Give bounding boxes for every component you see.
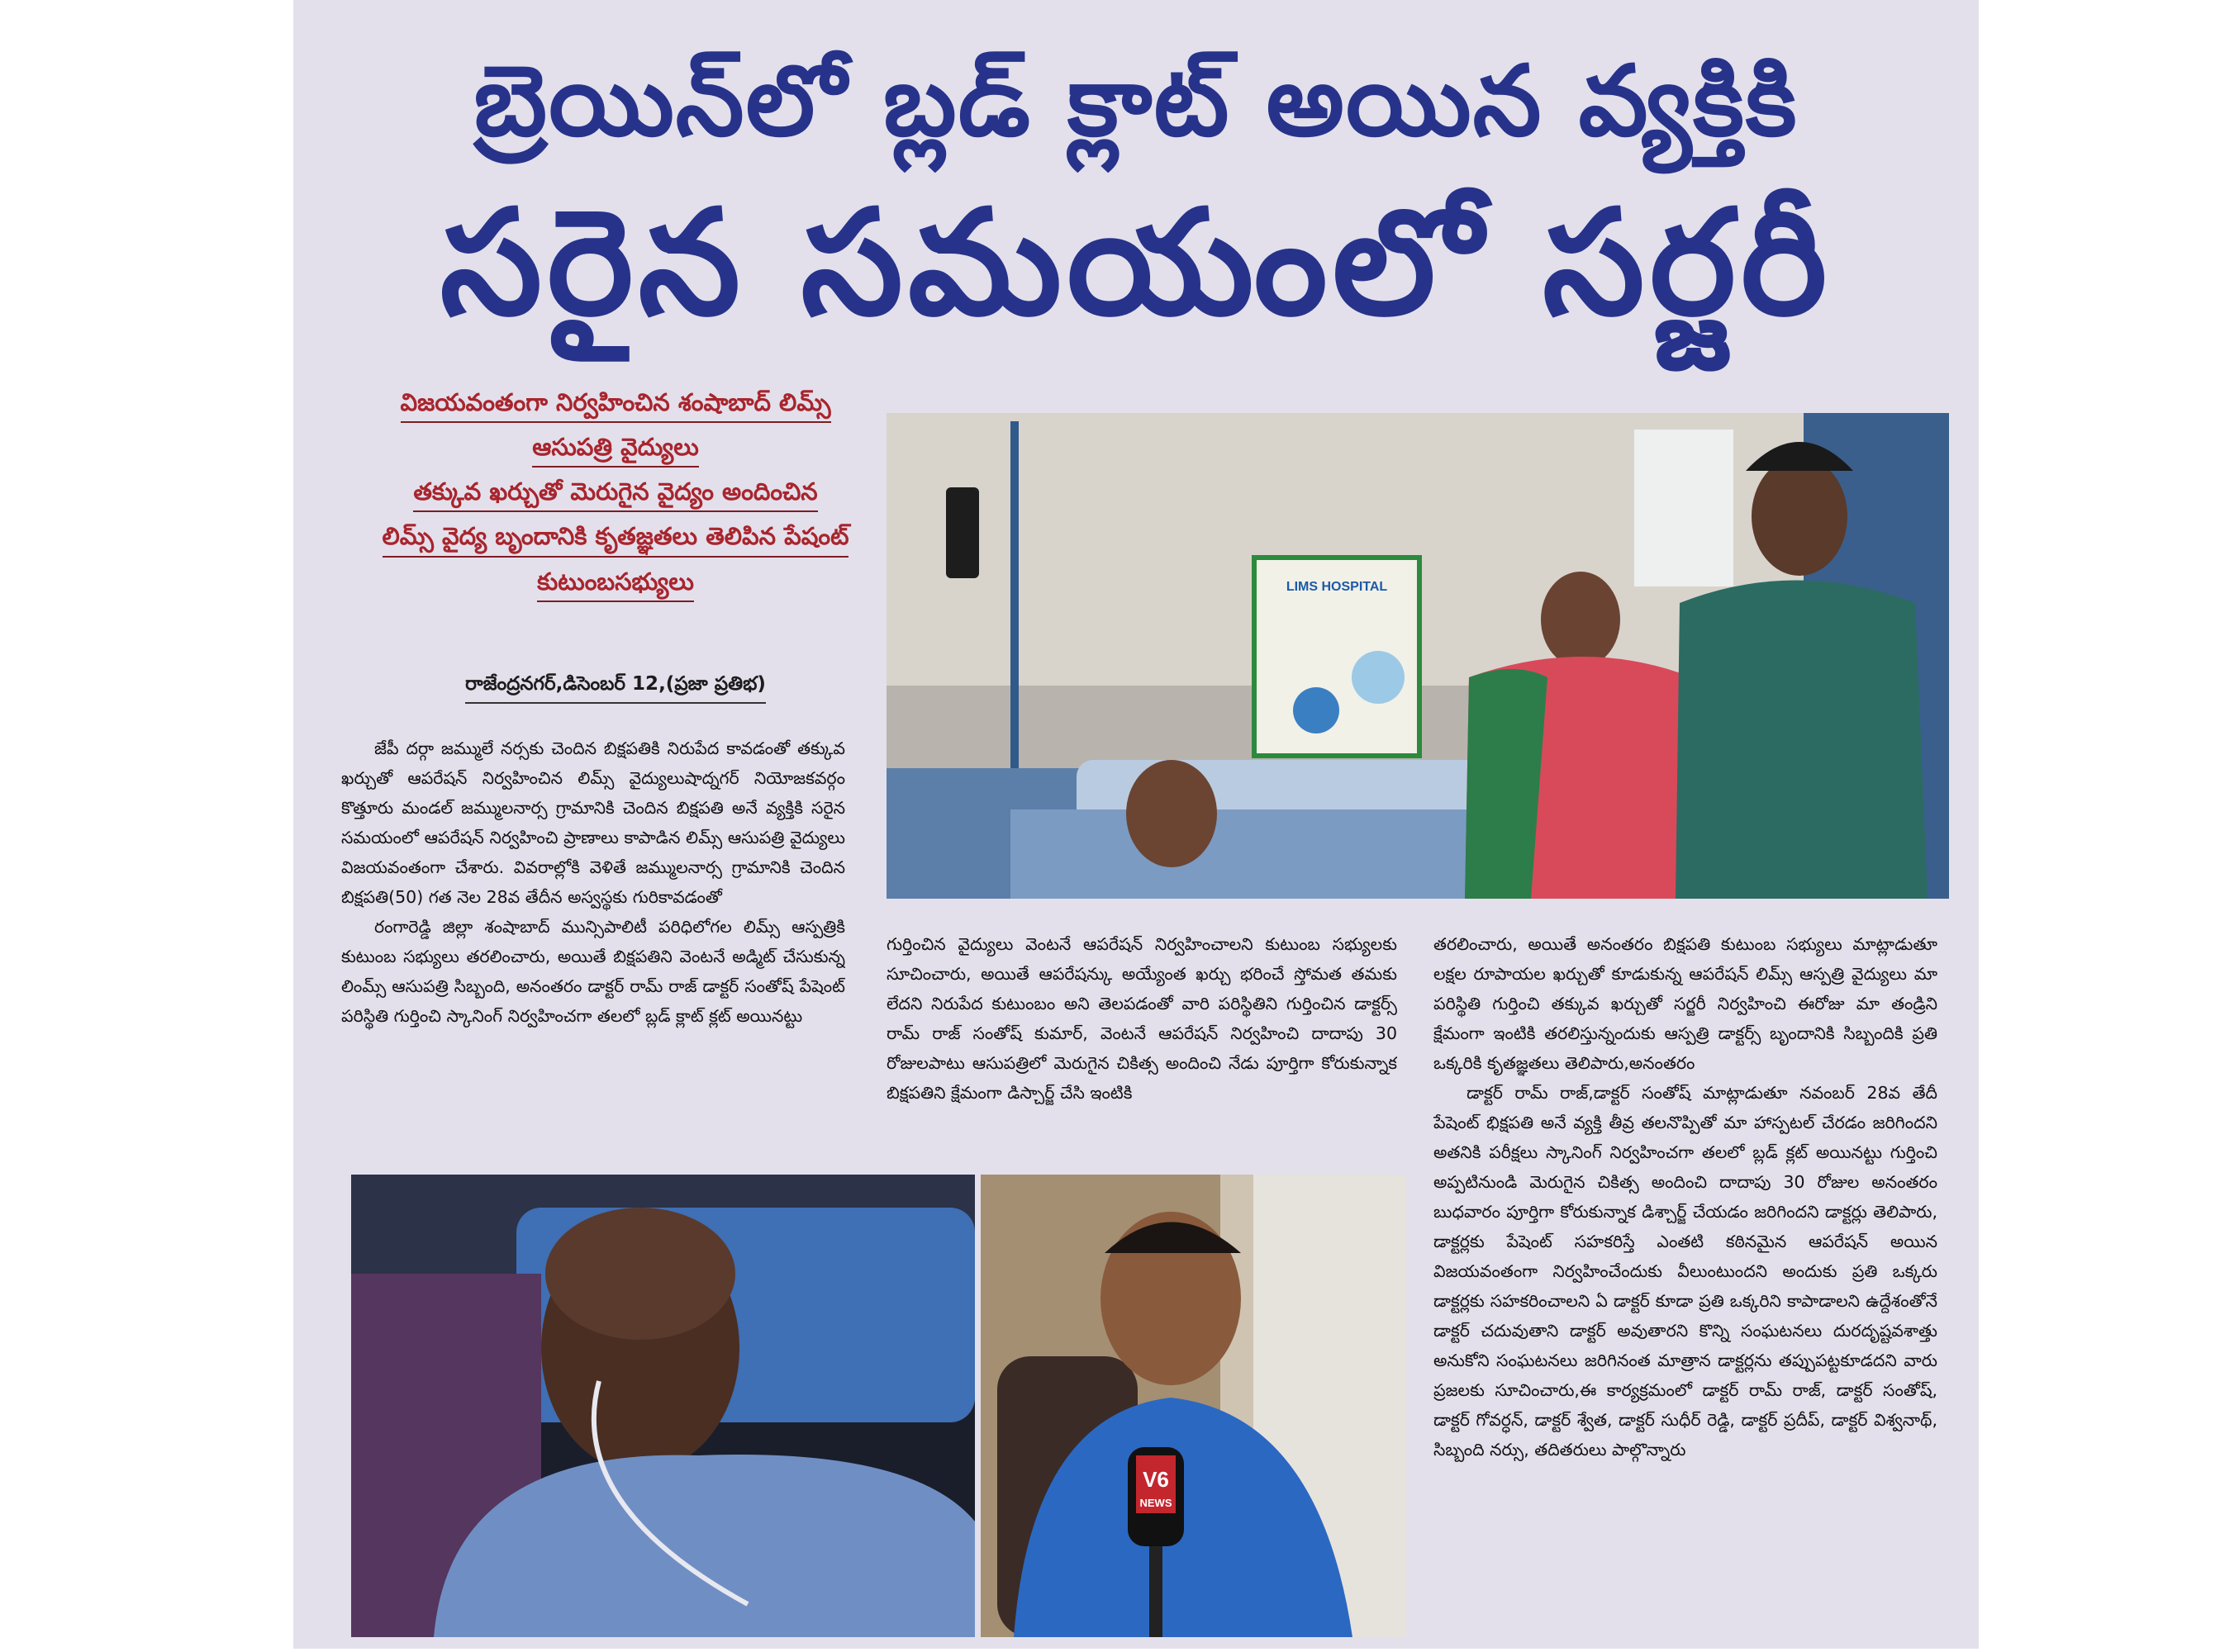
headline-line-2: సరైన సమయంలో సర్జరీ — [440, 178, 1833, 348]
poster-label: LIMS HOSPITAL — [1286, 580, 1388, 594]
paragraph: జేపీ దర్గా జమ్ములే నర్సకు చెందిన బిక్షపతికి నిరుపేద కావడంతో తక్కువ ఖర్చుతో ఆపరేషన్ నిర్వహించిన లిమ్స్ వైద్యులుషాద్నగర్ నియోజకవర్గం కొత్తూరు మండల్ జమ్ములనార్స గ్రామానికి చెందిన బిక్షపతి అనే వ్యక్తికి సరైన సమయంలో ఆపరేషన్ నిర్వహించి ప్రాణాలు కాపాడిన లిమ్స్ ఆసుపత్రి వైద్యులు విజయవంతంగా చేశారు. వివరాల్లోకి వెళితే జమ్ములనార్స గ్రామానికి చెందిన బిక్షపతి(50) గత నెల 28వ తేదీన అస్వస్థకు గురికావడంతో — [341, 738, 845, 907]
newspaper-page — [293, 0, 1979, 1649]
paragraph: గుర్తించిన వైద్యులు వెంటనే ఆపరేషన్ నిర్వహించాలని కుటుంబ సభ్యులకు సూచించారు, అయితే ఆపరేషన్కు అయ్యేంత ఖర్చు భరించే స్తోమత తమకు లేదని నిరుపేద కుటుంబం అని తెలపడంతో వారి పరిస్థితిని గుర్తించిన డాక్టర్స్ రామ్ రాజ్ సంతోష్ కుమార్, వెంటనే ఆపరేషన్ నిర్వహించి దాదాపు 30 రోజులపాటు ఆసుపత్రిలో మెరుగైన చికిత్స అందించి నేడు పూర్తిగా కోరుకున్నాక బిక్షపతిని క్షేమంగా డిస్చార్జ్ చేసి ఇంటికి — [887, 934, 1397, 1103]
subheading: కుటుంబసభ్యులు — [537, 566, 694, 602]
subheading: లిమ్స్ వైద్య బృందానికి కృతజ్ఞతలు తెలిపిన పేషంట్ — [383, 520, 849, 557]
doctor-photo — [981, 1175, 1406, 1637]
subheadings-block — [343, 387, 888, 610]
paragraph: డాక్టర్ రామ్ రాజ్,డాక్టర్ సంతోష్ మాట్లాడుతూ నవంబర్ 28వ తేదీ పేషెంట్ భిక్షపతి అనే వ్యక్తి తీవ్ర తలనొప్పితో మా హాస్పటల్ చేరడం జరిగిందని అతనికి పరీక్షలు స్కానింగ్ నిర్వహించగా తలలో బ్లడ్ క్లట్ అయినట్టు గుర్తించి అప్పటినుండి మెరుగైన చికిత్స అందించి దాదాపు 30 రోజుల అనంతరం బుధవారం పూర్తిగా కోరుకున్నాక డిశ్చార్జ్ చేయడం జరిగిందని డాక్టర్లు తెలిపారు, డాక్టర్లకు పేషెంట్ సహకరిస్తే ఎంతటి కఠినమైన ఆపరేషన్ అయిన విజయవంతంగా నిర్వహించేందుకు వీలుంటుందని అందుకు ప్రతి ఒక్కరు డాక్టర్లకు సహకరించాలని ఏ డాక్టర్ కూడా ప్రతి ఒక్కరిని కాపాడాలని ఉద్దేశంతోనే డాక్టర్ చదువుతాని డాక్టర్ అవుతారని కొన్ని సంఘటనలు దురదృష్టవశాత్తు అనుకోని సంఘటనలు జరిగినంత మాత్రాన డాక్టర్లను తప్పుపట్టకూడదని వారు ప్రజలకు సూచించారు,ఈ కార్యక్రమంలో డాక్టర్ రామ్ రాజ్, డాక్టర్ సంతోష్, డాక్టర్ గోవర్ధన్, డాక్టర్ శ్వేత, డాక్టర్ సుధీర్ రెడ్డి, డాక్టర్ ప్రదీప్, డాక్టర్ విశ్వనాథ్, సిబ్బంది నర్సు, తదితరులు పాల్గొన్నారు — [1433, 1083, 1937, 1460]
subheading: విజయవంతంగా నిర్వహించిన శంషాబాద్ లిమ్స్ — [401, 387, 831, 423]
dateline-text: రాజేంద్రనగర్,డిసెంబర్ 12,(ప్రజా ప్రతిభ) — [465, 673, 766, 704]
patient-photo — [351, 1175, 975, 1637]
article-column-2 — [887, 929, 1397, 1146]
mic-logo-sub: NEWS — [1139, 1497, 1172, 1509]
article-column-3 — [1433, 929, 1937, 1615]
paragraph: రంగారెడ్డి జిల్లా శంషాబాద్ మున్సిపాలిటీ పరిధిలోగల లిమ్స్ ఆస్పత్రికి కుటుంబ సభ్యులు తరలించారు, అయితే బిక్షపతిని వెంటనే అడ్మిట్ చేసుకున్న లింమ్స్ ఆసుపత్రి సిబ్బంది, అనంతరం డాక్టర్ రామ్ రాజ్ డాక్టర్ సంతోష్ పేషెంట్ పరిస్థితి గుర్తించి స్కానింగ్ నిర్వహించగా తలలో బ్లడ్ క్లాట్ క్లట్ అయినట్టు — [341, 917, 845, 1026]
paragraph: తరలించారు, అయితే అనంతరం బిక్షపతి కుటుంబ సభ్యులు మాట్లాడుతూ లక్షల రూపాయల ఖర్చుతో కూడుకున్న ఆపరేషన్ లిమ్స్ ఆస్పత్రి వైద్యులు మా పరిస్థితి గుర్తించి తక్కువ ఖర్చుతో సర్జరీ నిర్వహించి ఈరోజు మా తండ్రిని క్షేమంగా ఇంటికి తరలిస్తున్నందుకు ఆస్పత్రి డాక్టర్స్ బృందానికి సిబ్బందికి ప్రతి ఒక్కరికి కృతజ్ఞతలు తెలిపారు,అనంతరం — [1433, 934, 1937, 1073]
article-column-1 — [341, 733, 845, 1146]
subheading: ఆసుపత్రి వైద్యులు — [532, 431, 699, 468]
dateline — [343, 673, 888, 704]
subheading: తక్కువ ఖర్చుతో మెరుగైన వైద్యం అందించిన — [413, 476, 817, 512]
headline-line-1: బ్రెయిన్‌లో బ్లడ్ క్లాట్ అయిన వ్యక్తికి — [473, 44, 1799, 158]
ward-photo — [887, 413, 1949, 899]
mic-logo: V6 — [1143, 1467, 1169, 1492]
